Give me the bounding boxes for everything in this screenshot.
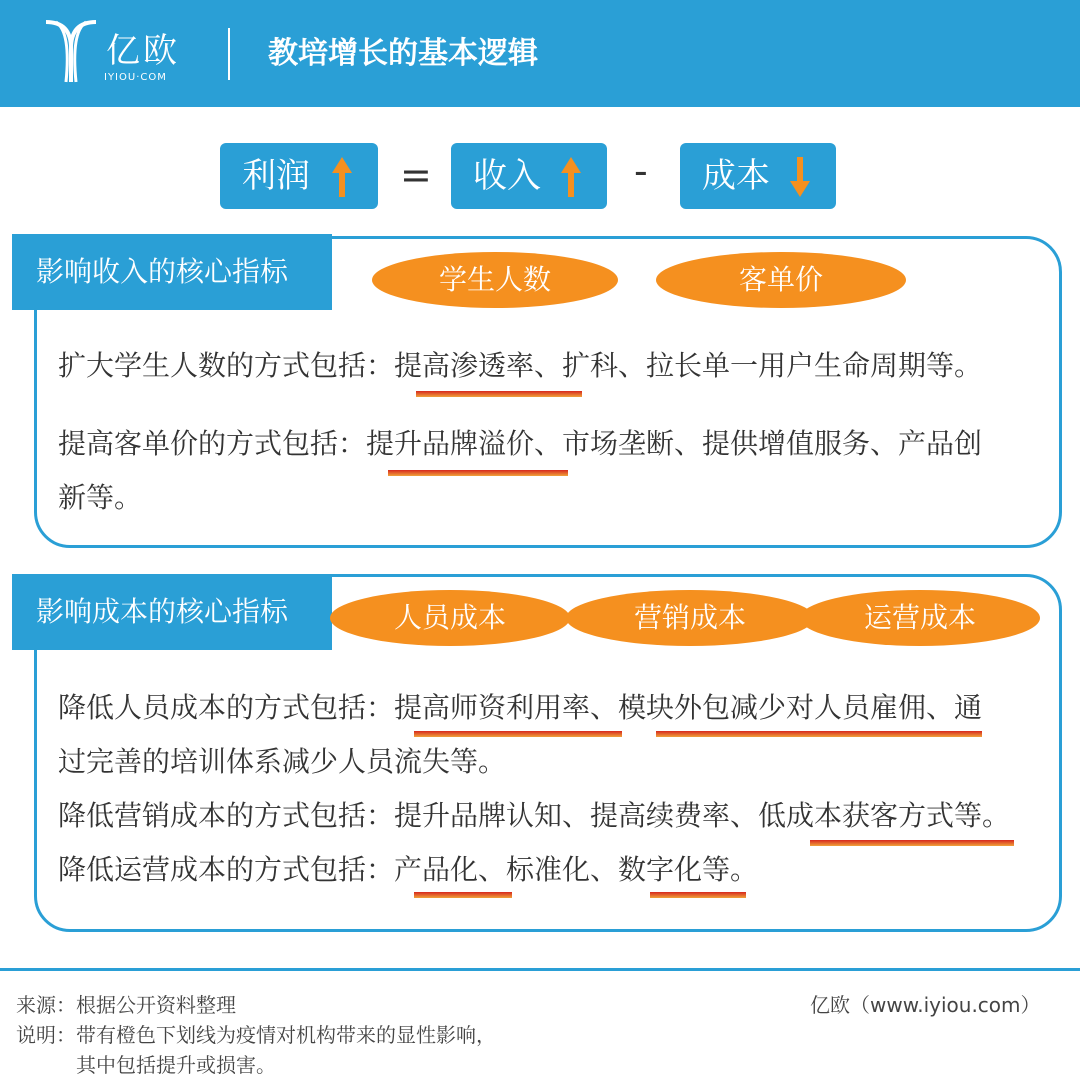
cost-pill: 营销成本 [566, 590, 814, 646]
underline-mark [810, 840, 1014, 846]
note-text: 说明：带有橙色下划线为疫情对机构带来的显性影响， [16, 1023, 496, 1047]
revenue-section-title: 影响收入的核心指标 [12, 234, 332, 310]
note-text: 其中包括提升或损害。 [76, 1053, 276, 1077]
formula-cost [680, 143, 836, 209]
logo-text: 亿欧 [106, 31, 180, 71]
underline-mark [656, 731, 982, 737]
formula-revenue-label: 收入 [473, 156, 541, 196]
formula-minus: - [634, 149, 648, 193]
revenue-pill: 学生人数 [372, 252, 618, 308]
formula-revenue [451, 143, 607, 209]
underline-mark [414, 892, 512, 898]
cost-section-title: 影响成本的核心指标 [12, 574, 332, 650]
header-bar [0, 0, 1080, 107]
logo [44, 18, 204, 90]
underline-mark [650, 892, 746, 898]
up-arrow-icon [332, 157, 352, 197]
revenue-pill: 客单价 [656, 252, 906, 308]
underline-mark [388, 470, 568, 476]
revenue-line: 扩大学生人数的方式包括：提高渗透率、扩科、拉长单一用户生命周期等。 [58, 349, 983, 382]
down-arrow-icon [790, 157, 810, 197]
underline-mark [414, 731, 622, 737]
cost-pill: 运营成本 [800, 590, 1040, 646]
page-title: 教培增长的基本逻辑 [268, 36, 538, 71]
header-divider [228, 28, 230, 80]
logo-subtext: IYIOU·COM [104, 72, 167, 83]
cost-line: 降低运营成本的方式包括：产品化、标准化、数字化等。 [58, 853, 759, 886]
credit-text: 亿欧（www.iyiou.com） [810, 993, 1041, 1017]
revenue-line: 提高客单价的方式包括：提升品牌溢价、市场垄断、提供增值服务、产品创 [58, 427, 983, 460]
formula-equals: = [400, 153, 432, 197]
revenue-line: 新等。 [58, 481, 143, 514]
up-arrow-icon [561, 157, 581, 197]
source-text: 来源：根据公开资料整理 [16, 993, 236, 1017]
cost-line: 降低营销成本的方式包括：提升品牌认知、提高续费率、低成本获客方式等。 [58, 799, 1011, 832]
cost-pill: 人员成本 [330, 590, 570, 646]
footer-divider [0, 968, 1080, 971]
logo-mark-icon [44, 18, 98, 84]
formula-profit-label: 利润 [242, 156, 310, 196]
underline-mark [416, 391, 582, 397]
cost-line: 过完善的培训体系减少人员流失等。 [58, 745, 507, 778]
cost-line: 降低人员成本的方式包括：提高师资利用率、模块外包减少对人员雇佣、通 [58, 691, 983, 724]
formula-profit [220, 143, 378, 209]
formula-cost-label: 成本 [702, 156, 770, 196]
